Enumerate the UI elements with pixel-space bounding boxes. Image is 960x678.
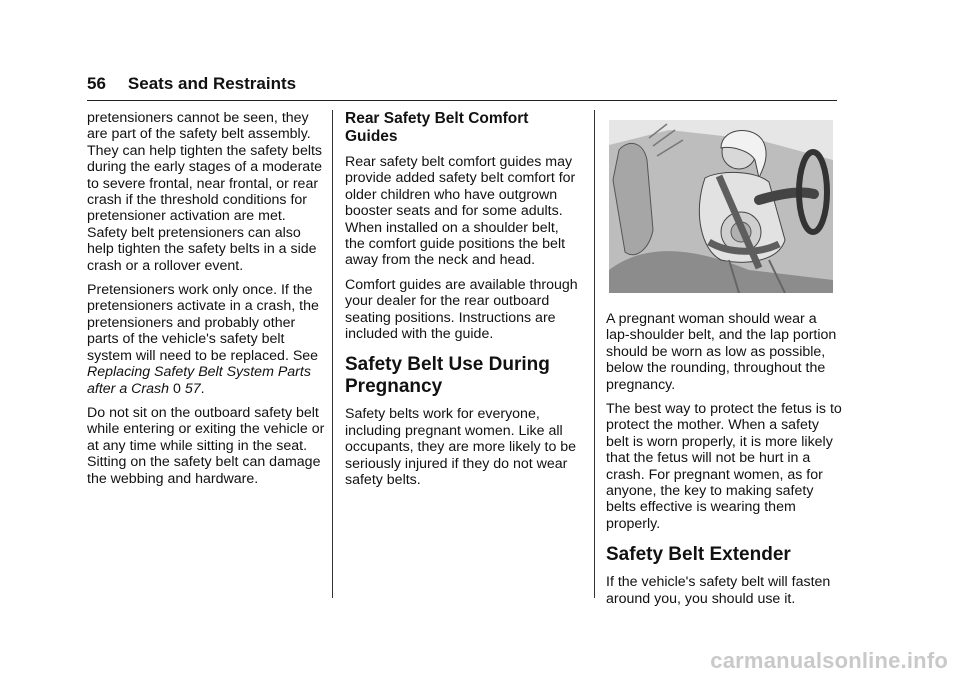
protect-fetus-paragraph: The best way to protect the fetus is to protect the mother. When a safety belt is worn properly, it is more likely that the fetus will not be hurt in a crash. For pregnant women, as for anyone, the key to making safety belts effective is wearing them properly. bbox=[606, 401, 842, 532]
comfort-guides-paragraph-2: Comfort guides are available through your dealer for the rear outboard seating positions. Instructions are included with the guide. bbox=[345, 276, 578, 343]
extender-heading: Safety Belt Extender bbox=[606, 544, 791, 566]
column-1 bbox=[87, 110, 325, 495]
page-number: 56 bbox=[87, 74, 106, 93]
outboard-belt-paragraph: Do not sit on the outboard safety belt while entering or exiting the vehicle or at any time while sitting in the seat. Sitting on the safety belt can damage the webbing and hardware. bbox=[87, 404, 325, 487]
pregnancy-heading: Safety Belt Use During Pregnancy bbox=[345, 354, 550, 398]
column-divider-2 bbox=[594, 110, 595, 598]
pregnant-woman-seatbelt-illustration bbox=[609, 120, 833, 293]
column-2 bbox=[345, 110, 581, 497]
extender-paragraph: If the vehicle's safety belt will fasten around you, you should use it. bbox=[606, 574, 831, 607]
comfort-guides-paragraph-1: Rear safety belt comfort guides may provide added safety belt comfort for older children who have outgrown booster seats and for some adults. When installed on a shoulder belt, the comfort guide positions the belt away from the neck and head. bbox=[345, 154, 576, 269]
cross-reference-link[interactable]: Replacing Safety Belt System Parts after a Crash bbox=[87, 364, 311, 397]
watermark: carmanualsonline.info bbox=[710, 648, 948, 673]
column-divider-1 bbox=[332, 110, 333, 598]
cross-reference-page[interactable]: 57 bbox=[184, 380, 201, 397]
pretensioner-paragraph-2: Pretensioners work only once. If the pretensioners activate in a crash, the pretensioners and probably other parts of the vehicle's safety belt system will need to be replaced. See Replacing Safety Belt System Parts after a Crash 0 57. bbox=[87, 282, 319, 397]
pregnancy-paragraph: Safety belts work for everyone, including pregnant women. Like all occupants, they are more likely to be seriously injured if they do not wear safety belts. bbox=[345, 406, 577, 489]
section-title: Seats and Restraints bbox=[127, 74, 297, 93]
page-header bbox=[87, 70, 837, 101]
column-3 bbox=[606, 311, 842, 615]
pregnancy-lap-belt-paragraph: A pregnant woman should wear a lap-shoulder belt, and the lap portion should be worn as low as possible, below the rounding, throughout the pregnancy. bbox=[606, 311, 837, 393]
comfort-guides-heading: Rear Safety Belt Comfort Guides bbox=[345, 110, 529, 145]
pretensioner-paragraph-1: pretensioners cannot be seen, they are part of the safety belt assembly. They can help tighten the safety belts during the early stages of a moderate to severe frontal, near frontal, or rear crash if the threshold conditions for pretensioner activation are met. Safety belt pretensioners can also help tighten the safety belts in a side crash or a rollover event. bbox=[87, 110, 323, 274]
page-ref-arrow-icon: 0 bbox=[172, 380, 181, 397]
